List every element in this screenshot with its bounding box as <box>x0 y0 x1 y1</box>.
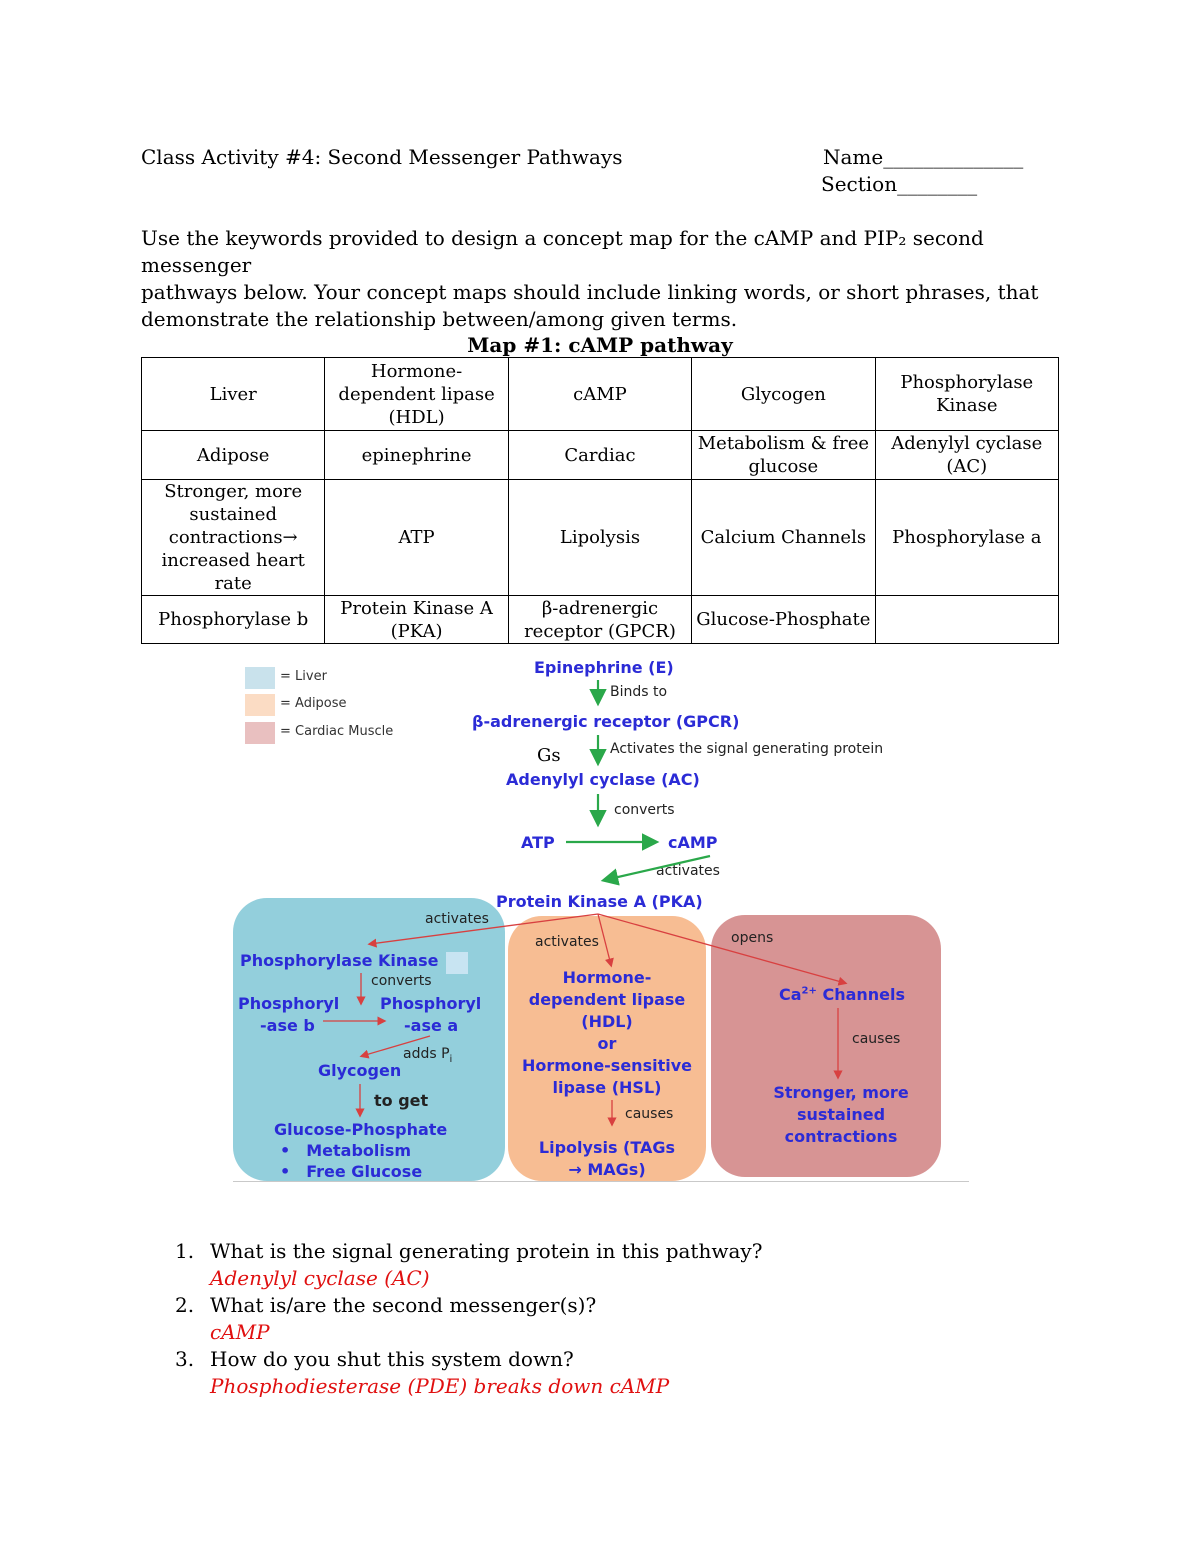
adipose-causes-label: causes <box>625 1106 674 1122</box>
table-cell: Protein Kinase A (PKA) <box>325 596 508 644</box>
arrow-pka-hdl <box>598 914 611 965</box>
hsl-line: Hormone-sensitive <box>521 1056 692 1075</box>
table-cell: epinephrine <box>325 431 508 480</box>
table-cell: Phosphorylase a <box>875 480 1058 596</box>
legend-label: = Adipose <box>280 696 347 711</box>
question-number: 3. <box>175 1347 195 1371</box>
free-glucose-text: Free Glucose <box>306 1162 423 1181</box>
table-cell: Adipose <box>142 431 325 480</box>
camp-node: cAMP <box>668 833 718 852</box>
converts-label: converts <box>614 802 675 818</box>
table-cell: Hormone-dependent lipase (HDL) <box>325 358 508 431</box>
activates-label: activates <box>656 863 720 879</box>
liver-converts-label: converts <box>371 973 432 989</box>
channels-text: Channels <box>816 985 906 1004</box>
phosphorylase-b-node-2: -ase b <box>260 1016 315 1035</box>
table-cell: Glycogen <box>692 358 875 431</box>
question-item <box>175 1292 762 1319</box>
ca-superscript: 2+ <box>801 985 817 997</box>
liver-activates-label: activates <box>425 911 489 927</box>
epinephrine-node: Epinephrine (E) <box>534 658 674 677</box>
arrow-pka-phk <box>370 914 598 944</box>
atp-node: ATP <box>521 833 555 852</box>
phosphorylase-a-node: Phosphoryl <box>380 994 482 1013</box>
table-cell: Calcium Channels <box>692 480 875 596</box>
bullet-icon: • <box>280 1141 291 1160</box>
table-cell: Metabolism & free glucose <box>692 431 875 480</box>
table-cell: ATP <box>325 480 508 596</box>
table-cell: β-adrenergic receptor (GPCR) <box>508 596 691 644</box>
hdl-line: Hormone- <box>562 968 652 987</box>
lipolysis-line: → MAGs) <box>568 1160 646 1179</box>
question-item <box>175 1238 762 1265</box>
red-arrows <box>323 914 845 1124</box>
green-arrows <box>566 680 710 880</box>
phosphorylase-kinase-node: Phosphorylase Kinase <box>240 951 439 970</box>
instructions-line: pathways below. Your concept maps should include linking words, or short phrases, that <box>141 280 1039 304</box>
hsl-line: lipase (HSL) <box>552 1078 662 1097</box>
metabolism-text: Metabolism <box>306 1141 412 1160</box>
bullet-icon: • <box>280 1162 291 1181</box>
instructions-line: Use the keywords provided to design a concept map for the cAMP and PIP₂ second messenger <box>141 226 984 277</box>
contractions-line: contractions <box>784 1127 898 1146</box>
table-cell: Adenylyl cyclase (AC) <box>875 431 1058 480</box>
question-text: How do you shut this system down? <box>210 1347 574 1371</box>
hdl-line: dependent lipase <box>528 990 686 1009</box>
question-item <box>175 1346 762 1373</box>
cardiac-causes-label: causes <box>852 1031 901 1047</box>
instructions-line: demonstrate the relationship between/among given terms. <box>141 307 738 331</box>
to-get-label: to get <box>374 1091 429 1110</box>
table-cell: Lipolysis <box>508 480 691 596</box>
answer-text: cAMP <box>210 1320 270 1344</box>
table-cell: Cardiac <box>508 431 691 480</box>
table-cell: cAMP <box>508 358 691 431</box>
phos-b-line: Phosphoryl <box>238 994 340 1013</box>
answer-text: Adenylyl cyclase (AC) <box>210 1266 430 1290</box>
question-number: 1. <box>175 1239 195 1263</box>
glucose-phosphate-node: Glucose-Phosphate <box>274 1120 448 1139</box>
adds-text: adds P <box>403 1046 450 1062</box>
table-cell: Phosphorylase b <box>142 596 325 644</box>
pka-node: Protein Kinase A (PKA) <box>496 892 703 911</box>
legend-label: = Liver <box>280 669 327 684</box>
or-label: or <box>597 1034 617 1053</box>
answer-text: Phosphodiesterase (PDE) breaks down cAMP <box>210 1374 670 1398</box>
question-number: 2. <box>175 1293 195 1317</box>
arrow-pka-ca <box>598 914 845 983</box>
activates-sgp-label: Activates the signal generating protein <box>610 741 884 757</box>
questions-list <box>175 1238 762 1400</box>
arrow-a-glycogen <box>362 1036 430 1056</box>
ca-text: Ca <box>779 985 802 1004</box>
worksheet-title: Class Activity #4: Second Messenger Pathways <box>141 145 623 169</box>
arrow-camp-pka <box>605 856 710 880</box>
adds-subscript: i <box>449 1053 453 1065</box>
map-title: Map #1: cAMP pathway <box>467 333 733 357</box>
receptor-node: β-adrenergic receptor (GPCR) <box>472 712 740 731</box>
binds-to-label: Binds to <box>610 684 668 700</box>
glycogen-node: Glycogen <box>318 1061 402 1080</box>
hdl-line: (HDL) <box>581 1012 633 1031</box>
question-text: What is the signal generating protein in this pathway? <box>210 1239 763 1263</box>
lipolysis-line: Lipolysis (TAGs <box>538 1138 676 1157</box>
contractions-line: Stronger, more <box>773 1083 909 1102</box>
phosphorylase-a-node-2: -ase a <box>404 1016 459 1035</box>
contractions-line: sustained <box>796 1105 886 1124</box>
gs-label: Gs <box>537 745 561 766</box>
ac-node: Adenylyl cyclase (AC) <box>506 770 700 789</box>
table-cell: Glucose-Phosphate <box>692 596 875 644</box>
table-cell: Liver <box>142 358 325 431</box>
name-field[interactable]: Name______________ <box>823 145 1024 169</box>
opens-label: opens <box>731 930 774 946</box>
table-cell: Phosphorylase Kinase <box>875 358 1058 431</box>
question-text: What is/are the second messenger(s)? <box>210 1293 597 1317</box>
adipose-activates-label: activates <box>535 934 599 950</box>
table-cell: Stronger, more sustained contractions→ increased heart rate <box>142 480 325 596</box>
section-field[interactable]: Section________ <box>821 172 978 196</box>
legend-label: = Cardiac Muscle <box>280 724 394 739</box>
